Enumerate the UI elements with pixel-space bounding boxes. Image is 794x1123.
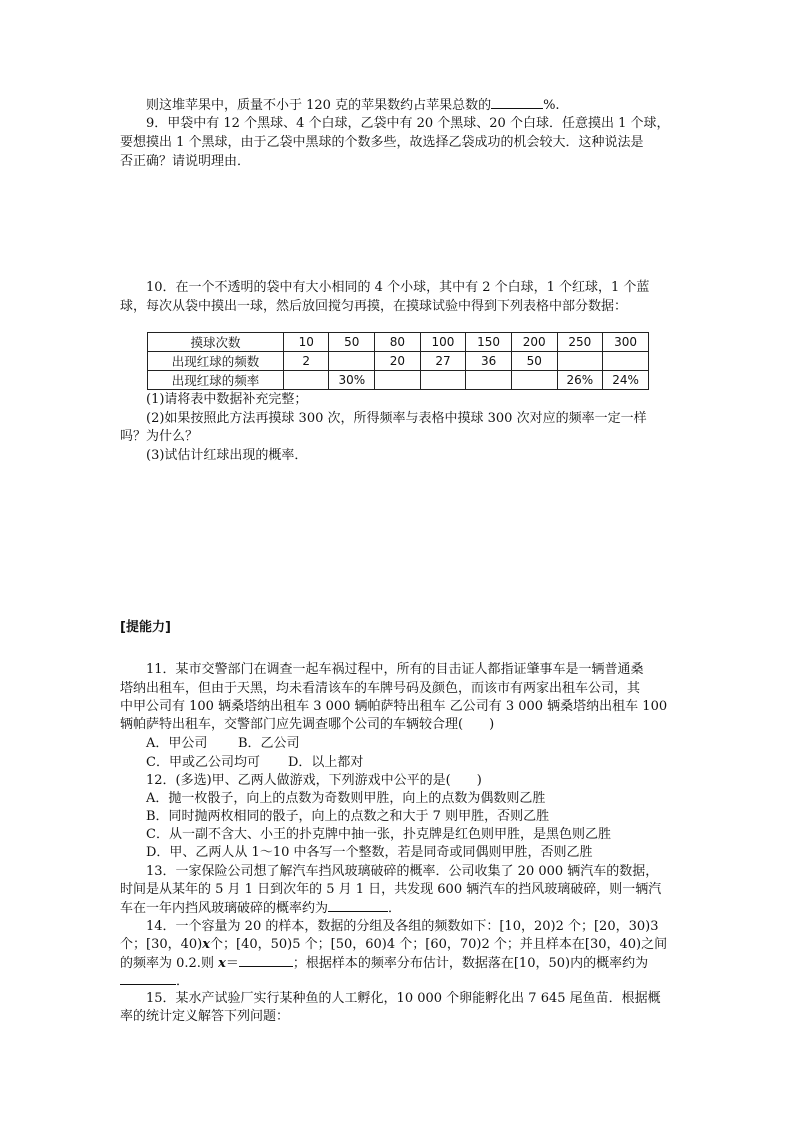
table-cell	[466, 371, 512, 390]
q14-text: ；根据样本的频率分布估计，数据落在[10，50)内的概率约为	[292, 956, 649, 971]
q14-text: 个；[30，40)	[120, 937, 203, 952]
table-cell	[283, 371, 329, 390]
table-cell: 摸球次数	[148, 333, 284, 352]
q13-end: ．	[388, 901, 402, 916]
table-cell: 250	[557, 333, 603, 352]
table-cell: 20	[375, 352, 421, 371]
q10-sub-3: (3)试估计红球出现的概率．	[146, 448, 308, 463]
q8-text: 则这堆苹果中，质量不小于 120 克的苹果数约占苹果总数的	[146, 98, 492, 113]
q9-line-1: 9．甲袋中有 12 个黑球、4 个白球，乙袋中有 20 个黑球、20 个白球．任意摸出 1 个球，	[146, 116, 670, 131]
option-c: C．甲或乙公司均可	[146, 755, 260, 770]
q10-sub-2-line-2: 吗？为什么？	[120, 429, 199, 444]
table-cell: 26%	[557, 371, 603, 390]
q12-option-d: D．甲、乙两人从 1～10 中各写一个整数，若是同奇或同偶则甲胜，否则乙胜	[146, 845, 593, 860]
table-cell	[511, 371, 557, 390]
q9-line-3: 否正确？请说明理由．	[120, 154, 251, 169]
q11-line-3: 中甲公司有 100 辆桑塔纳出租车 3 000 辆帕萨特出租车 乙公司有 3 000 辆桑塔纳出租车 100	[120, 699, 668, 714]
option-a: A．甲公司	[146, 736, 208, 751]
table-cell	[375, 371, 421, 390]
table-row-trials	[148, 333, 649, 352]
q14-equals: ＝	[225, 956, 239, 971]
q15-line-2: 率的统计定义解答下列问题：	[120, 1009, 290, 1024]
q10-sub-1: (1)请将表中数据补充完整；	[146, 392, 308, 407]
q11-options-row-1	[146, 735, 300, 753]
q13-line-3	[120, 899, 401, 918]
answer-blank	[491, 96, 543, 109]
answer-blank	[328, 899, 388, 912]
q11-line-2: 塔纳出租车，但由于天黑，均未看清该车的车牌号码及颜色，而该市有两家出租车公司，其	[120, 681, 641, 696]
q15-line-1: 15．某水产试验厂实行某种鱼的人工孵化，10 000 个卵能孵化出 7 645 尾鱼苗．根据概	[146, 991, 661, 1006]
q9-line-2: 要想摸出 1 个黑球，由于乙袋中黑球的个数多些，故选择乙袋成功的机会较大．这种说法是	[120, 135, 644, 150]
answer-blank	[239, 954, 293, 967]
table-cell: 200	[511, 333, 557, 352]
table-cell	[420, 371, 466, 390]
q11-line-1: 11．某市交警部门在调查一起车祸过程中，所有的目击证人都指证肇事车是一辆普通桑	[146, 662, 644, 677]
q12-option-b: B．同时抛两枚相同的骰子，向上的点数之和大于 7 则甲胜，否则乙胜	[146, 809, 550, 824]
answer-blank	[120, 972, 176, 985]
q13-line-2: 时间是从某年的 5 月 1 日到次年的 5 月 1 日，共发现 600 辆汽车的挡风玻璃破碎，则一辆汽	[120, 882, 662, 897]
table-cell: 50	[329, 333, 375, 352]
q14-line-4	[120, 972, 189, 991]
q13-line-1: 13．一家保险公司想了解汽车挡风玻璃破碎的概率．公司收集了 20 000 辆汽车的数据，	[146, 864, 659, 879]
table-cell	[557, 352, 603, 371]
table-cell: 10	[283, 333, 329, 352]
table-cell: 2	[283, 352, 329, 371]
table-cell: 27	[420, 352, 466, 371]
section-title: [提能力]	[120, 620, 171, 635]
variable-x: x	[218, 956, 226, 971]
table-cell	[603, 352, 649, 371]
q10-sub-2-line-1: (2)如果按照此方法再摸球 300 次，所得频率与表格中摸球 300 次对应的频率一定一样	[146, 411, 647, 426]
q11-line-4: 辆帕萨特出租车，交警部门应先调查哪个公司的车辆较合理( )	[120, 717, 495, 732]
table-cell: 出现红球的频数	[148, 352, 284, 371]
table-row-rate	[148, 371, 649, 390]
q12-option-c: C．从一副不含大、小王的扑克牌中抽一张，扑克牌是红色则甲胜，是黑色则乙胜	[146, 827, 611, 842]
q14-text: 的频率为 0.2.则	[120, 956, 219, 971]
q14-text: 个；[40，50)5 个；[50，60)4 个；[60，70)2 个；并且样本在[30，40)之间	[210, 937, 668, 952]
q11-options-row-2	[146, 754, 363, 772]
q12-stem: 12．(多选)甲、乙两人做游戏，下列游戏中公平的是( )	[146, 773, 482, 788]
q14-line-3	[120, 954, 648, 973]
table-cell: 出现红球的频率	[148, 371, 284, 390]
variable-x: x	[202, 937, 210, 952]
ball-experiment-table	[147, 332, 649, 390]
option-b: B．乙公司	[238, 736, 300, 751]
table-cell: 50	[511, 352, 557, 371]
q8-tail	[146, 96, 560, 115]
table-row-frequency	[148, 352, 649, 371]
table-cell: 150	[466, 333, 512, 352]
q14-end: ．	[176, 974, 190, 989]
q14-line-1: 14．一个容量为 20 的样本，数据的分组及各组的频数如下：[10，20)2 个；[20，30)3	[146, 919, 659, 934]
q14-line-2	[120, 936, 667, 954]
table-cell: 24%	[603, 371, 649, 390]
table-cell: 300	[603, 333, 649, 352]
q13-text: 车在一年内挡风玻璃破碎的概率约为	[120, 901, 329, 916]
option-d: D．以上都对	[288, 755, 364, 770]
table-cell: 100	[420, 333, 466, 352]
q10-line-1: 10．在一个不透明的袋中有大小相同的 4 个小球，其中有 2 个白球，1 个红球，1 个蓝	[146, 280, 650, 295]
q12-option-a: A．抛一枚骰子，向上的点数为奇数则甲胜，向上的点数为偶数则乙胜	[146, 791, 546, 806]
table-cell: 80	[375, 333, 421, 352]
q8-unit: %.	[543, 98, 560, 113]
table-cell: 36	[466, 352, 512, 371]
q10-line-2: 球，每次从袋中摸出一球，然后放回搅匀再摸，在摸球试验中得到下列表格中部分数据：	[120, 299, 628, 314]
table-cell	[329, 352, 375, 371]
table-cell: 30%	[329, 371, 375, 390]
